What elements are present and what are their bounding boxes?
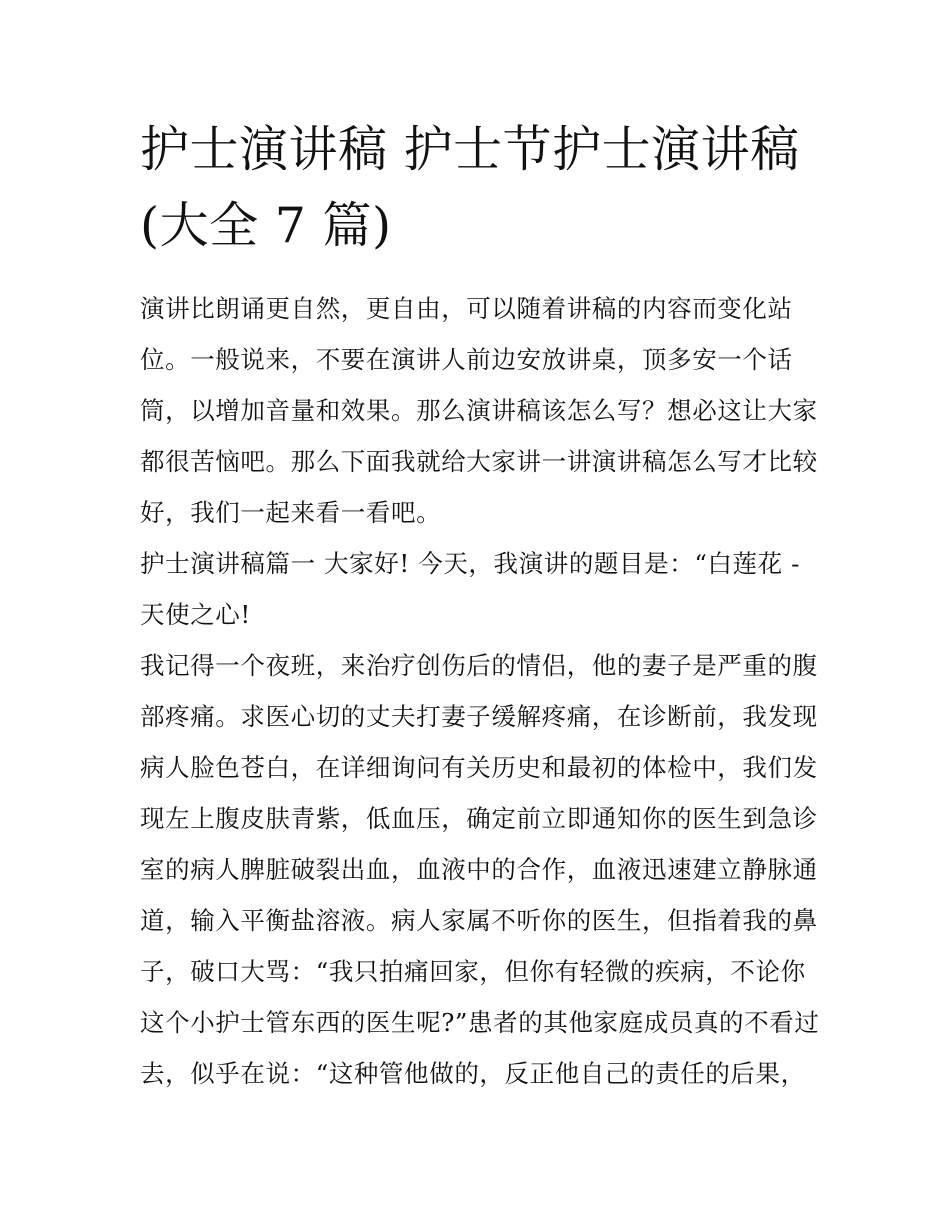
speech-one-heading-paragraph	[140, 538, 815, 640]
text-line: 好，我们一起来看一看吧。	[140, 498, 442, 527]
text-line: 这个小护士管东西的医生呢?”患者的其他家庭成员真的不看过	[140, 1008, 820, 1037]
document-content	[140, 112, 820, 1099]
text-line: 护士演讲稿篇一 大家好! 今天，我演讲的题目是：“白莲花 -	[140, 549, 801, 578]
text-line: 都很苦恼吧。那么下面我就给大家讲一讲演讲稿怎么写才比较	[140, 447, 818, 476]
text-line: 我记得一个夜班，来治疗创伤后的情侣，他的妻子是严重的腹	[140, 651, 818, 680]
document-title	[140, 112, 815, 264]
text-line: 筒，以增加音量和效果。那么演讲稿该怎么写？想必这让大家	[140, 396, 818, 425]
intro-paragraph	[140, 283, 818, 538]
title-line-2: (大全 7 篇)	[140, 197, 392, 254]
text-line: 子，破口大骂：“我只拍痛回家，但你有轻微的疾病，不论你	[140, 957, 806, 986]
story-paragraph	[140, 640, 820, 1099]
document-body	[140, 283, 820, 1099]
text-line: 位。一般说来，不要在演讲人前边安放讲桌，顶多安一个话	[140, 345, 793, 374]
text-line: 道，输入平衡盐溶液。病人家属不听你的医生，但指着我的鼻	[140, 906, 818, 935]
text-line: 室的病人脾脏破裂出血，血液中的合作，血液迅速建立静脉通	[140, 855, 818, 884]
text-line: 部疼痛。求医心切的丈夫打妻子缓解疼痛，在诊断前，我发现	[140, 702, 818, 731]
text-line: 现左上腹皮肤青紫，低血压，确定前立即通知你的医生到急诊	[140, 804, 818, 833]
text-line: 病人脸色苍白，在详细询问有关历史和最初的体检中，我们发	[140, 753, 818, 782]
text-line: 天使之心!	[140, 600, 251, 629]
title-line-1: 护士演讲稿 护士节护士演讲稿	[140, 121, 800, 178]
text-line: 去，似乎在说：“这种管他做的，反正他自己的责任的后果，	[140, 1059, 806, 1088]
text-line: 演讲比朗诵更自然，更自由，可以随着讲稿的内容而变化站	[140, 294, 793, 323]
